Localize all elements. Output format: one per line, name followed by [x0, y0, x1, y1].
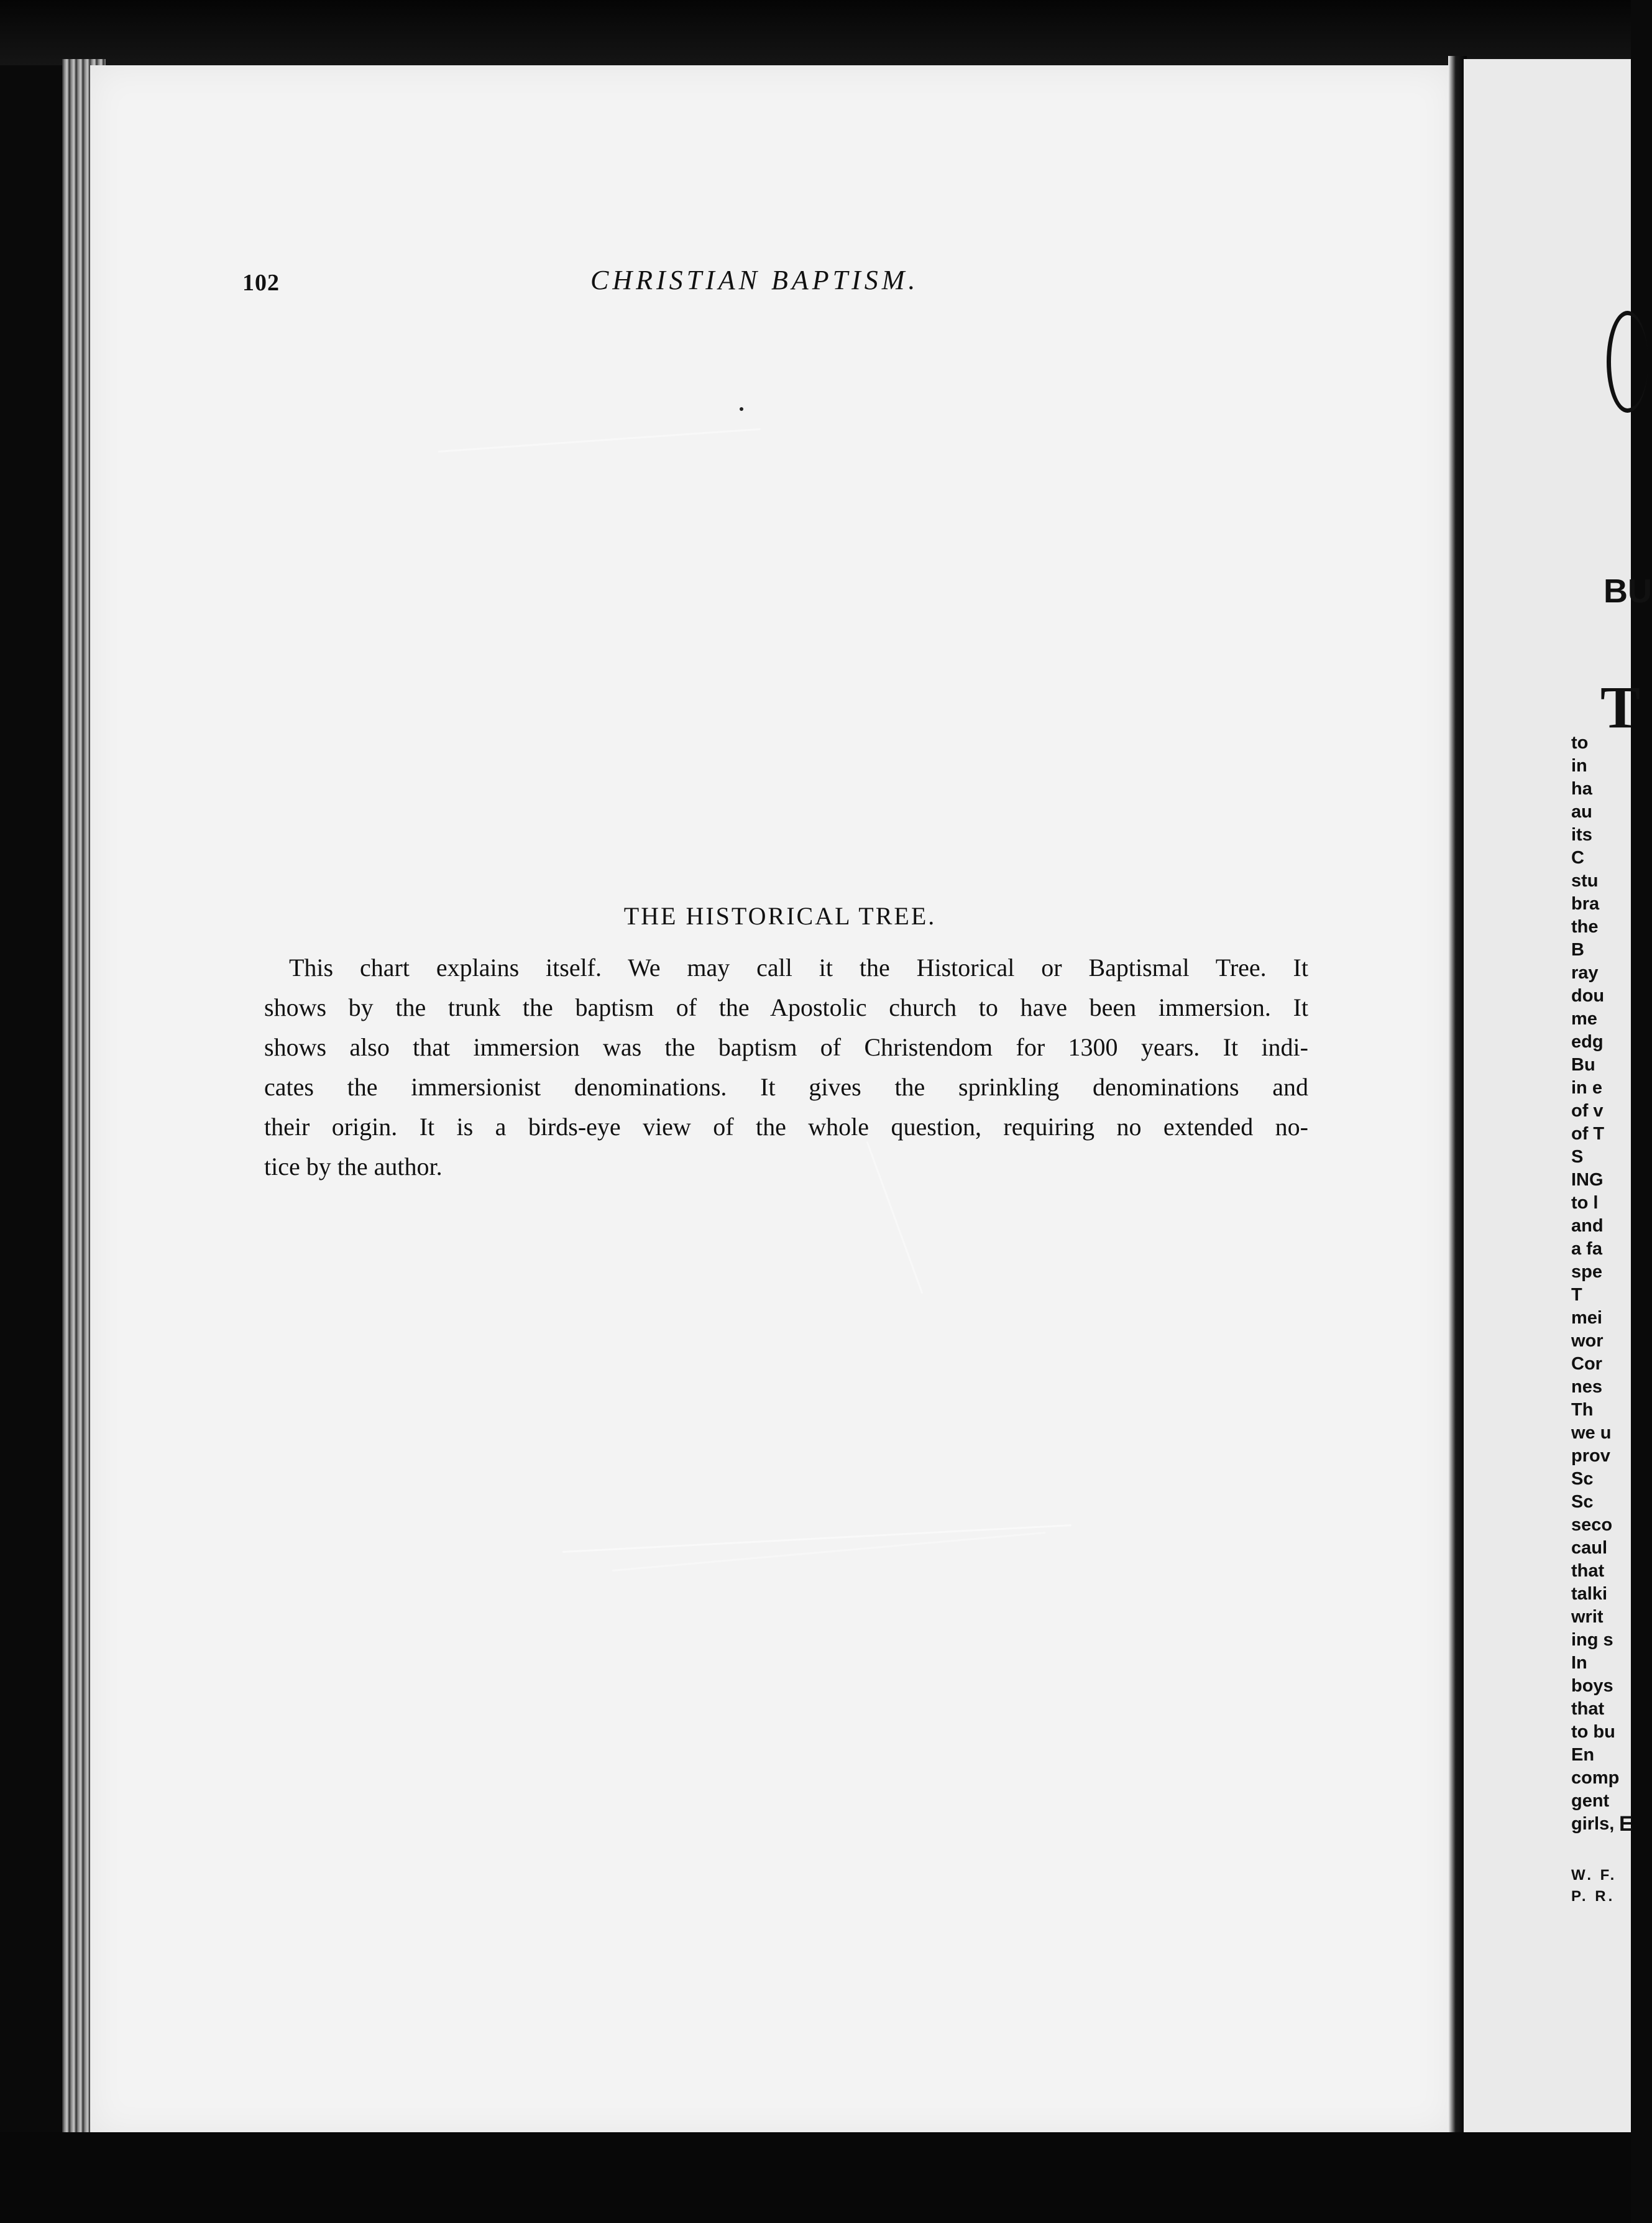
facing-page-fragment: nes	[1571, 1377, 1602, 1397]
facing-page-fragment: that	[1571, 1699, 1605, 1719]
facing-page-fragment: spe	[1571, 1262, 1602, 1282]
ink-speck	[740, 407, 743, 411]
facing-page-fragment: seco	[1571, 1515, 1613, 1535]
scan-bottom-border	[0, 2132, 1631, 2223]
paragraph-line: This chart explains itself. We may call it the Historical or Baptismal Tree. It	[289, 954, 1308, 982]
section-heading: THE HISTORICAL TREE.	[623, 902, 937, 930]
facing-page-fragment: and	[1571, 1216, 1604, 1236]
facing-page-fragment: edg	[1571, 1032, 1604, 1052]
facing-page-fragment: ray	[1571, 963, 1599, 983]
facing-page-fragment: we u	[1571, 1423, 1612, 1443]
paragraph-line: shows by the trunk the baptism of the Apostolic church to have been immersion. It	[264, 993, 1308, 1021]
facing-page-fragment: of v	[1571, 1101, 1604, 1121]
facing-page-fragment: stu	[1571, 871, 1599, 891]
facing-page-fragment: Sc	[1571, 1492, 1594, 1512]
facing-page-fragment: C	[1571, 848, 1584, 868]
facing-page-fragment: wor	[1571, 1331, 1604, 1351]
facing-page-fragment: Sc	[1571, 1469, 1594, 1489]
facing-page-fragment: of T	[1571, 1124, 1605, 1144]
facing-page-fragment: S	[1571, 1147, 1584, 1167]
facing-page-fragment: to bu	[1571, 1722, 1615, 1742]
facing-page-ornament	[1607, 311, 1648, 413]
page-header	[242, 265, 963, 306]
facing-page-fragment: in	[1571, 756, 1587, 776]
paragraph-line: tice by the author.	[264, 1153, 443, 1181]
running-title: CHRISTIAN BAPTISM.	[590, 265, 919, 295]
page-number: 102	[242, 270, 280, 296]
body-paragraph	[264, 948, 1308, 1187]
facing-page-fragment: a fa	[1571, 1239, 1602, 1259]
facing-page-fragment: au	[1571, 802, 1592, 822]
facing-page-fragment: girls,	[1571, 1814, 1615, 1834]
facing-page-fragment: comp	[1571, 1768, 1620, 1788]
facing-page-fragment: to l	[1571, 1193, 1599, 1213]
facing-page-footer-line: P. R.	[1571, 1888, 1615, 1905]
facing-page-fragment: writ	[1571, 1607, 1604, 1627]
facing-page-fragment: T	[1571, 1285, 1582, 1305]
paragraph-line: shows also that immersion was the baptism of Christendom for 1300 years. It indi-	[264, 1033, 1308, 1061]
facing-page-fragment: me	[1571, 1009, 1597, 1029]
facing-page-fragment: to	[1571, 733, 1589, 753]
facing-page-fragment: boys	[1571, 1676, 1613, 1696]
facing-page-fragment: dou	[1571, 986, 1605, 1006]
facing-page-fragment: Th	[1571, 1400, 1594, 1420]
facing-page-fragment: Cor	[1571, 1354, 1602, 1374]
facing-page-fragment: bra	[1571, 894, 1600, 914]
facing-page-fragment: that	[1571, 1561, 1605, 1581]
facing-page-dropcap: T	[1600, 674, 1641, 740]
facing-page-fragment: caul	[1571, 1538, 1608, 1558]
facing-page-fragment: mei	[1571, 1308, 1602, 1328]
facing-page-fragment: ing s	[1571, 1630, 1613, 1650]
facing-page-fragment: ha	[1571, 779, 1592, 799]
paragraph-line: cates the immersionist denominations. It gives the sprinkling denominations and	[264, 1073, 1308, 1101]
facing-page-fragment: the	[1571, 917, 1599, 937]
facing-page-fragment: In	[1571, 1653, 1587, 1673]
facing-page-fragment: gent	[1571, 1791, 1610, 1811]
paragraph-line: their origin. It is a birds-eye view of the whole question, requiring no extended no-	[264, 1113, 1308, 1141]
facing-page-fragment: talki	[1571, 1584, 1608, 1604]
facing-page-footer-line: W. F.	[1571, 1867, 1617, 1884]
scan-top-border	[0, 0, 1631, 65]
facing-page-heading-fragment: BU	[1604, 573, 1652, 610]
facing-page-fragment: its	[1571, 825, 1592, 845]
right-page	[1464, 59, 1631, 2173]
facing-page-fragment: in e	[1571, 1078, 1602, 1098]
facing-page-fragment: Bu	[1571, 1055, 1595, 1075]
scan-scratch	[438, 428, 761, 453]
facing-page-fragment: B	[1571, 940, 1584, 960]
facing-page-footer-letter: E	[1619, 1812, 1633, 1836]
facing-page-fragment: En	[1571, 1745, 1595, 1765]
facing-page-fragment: ING	[1571, 1170, 1604, 1190]
facing-page-fragment: prov	[1571, 1446, 1610, 1466]
scan-scratch	[562, 1524, 1072, 1553]
